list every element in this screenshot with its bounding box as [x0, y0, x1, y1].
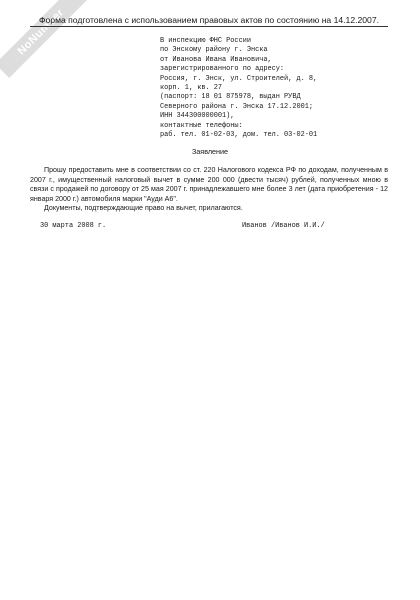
form-preparation-note: Форма подготовлена с использованием правовых актов по состоянию на 14.12.2007. — [30, 15, 388, 27]
signature: Иванов /Иванов И.И./ — [242, 222, 325, 230]
addressee-line: Северного района г. Энска 17.12.2001; — [160, 102, 313, 111]
addressee-line: корп. 1, кв. 27 — [160, 84, 223, 93]
addressee-line: от Иванова Ивана Ивановича, — [160, 55, 272, 64]
body-paragraph: Документы, подтверждающие право на вычет, прилагаются. — [44, 204, 243, 213]
addressee-line: (паспорт: 18 01 875978, выдан РУВД — [160, 93, 301, 102]
body-paragraph: Прошу предоставить мне в соответствии со ст. 220 Налогового кодекса РФ по доходам, полученным в 2007 г., имущественный налоговый вычет в сумме 200 000 (двести тысяч) рублей, полученных мною в связи с продажей по договору от 25 мая 2007 г. принадлежавшего мне более 3 лет (дата приобретения - 12 января 2000 г.) автомобиля марки "Ауди А6". — [30, 166, 388, 203]
addressee-line: зарегистрированного по адресу: — [160, 65, 285, 74]
watermark: NoNumber — [0, 0, 87, 78]
addressee-block — [160, 37, 405, 140]
addressee-line: В инспекцию ФНС России — [160, 37, 251, 45]
addressee-line: по Энскому району г. Энска — [160, 46, 268, 55]
addressee-line: ИНН 344300000001), — [160, 112, 235, 121]
application-body — [30, 166, 388, 214]
document-date: 30 марта 2008 г. — [40, 222, 107, 230]
addressee-line: Россия, г. Энск, ул. Строителей, д. 8, — [160, 74, 318, 83]
addressee-line: раб. тел. 01-02-03, дом. тел. 03-02-01 — [160, 131, 318, 140]
addressee-line: контактные телефоны: — [160, 121, 243, 130]
document-title: Заявление — [191, 147, 229, 156]
